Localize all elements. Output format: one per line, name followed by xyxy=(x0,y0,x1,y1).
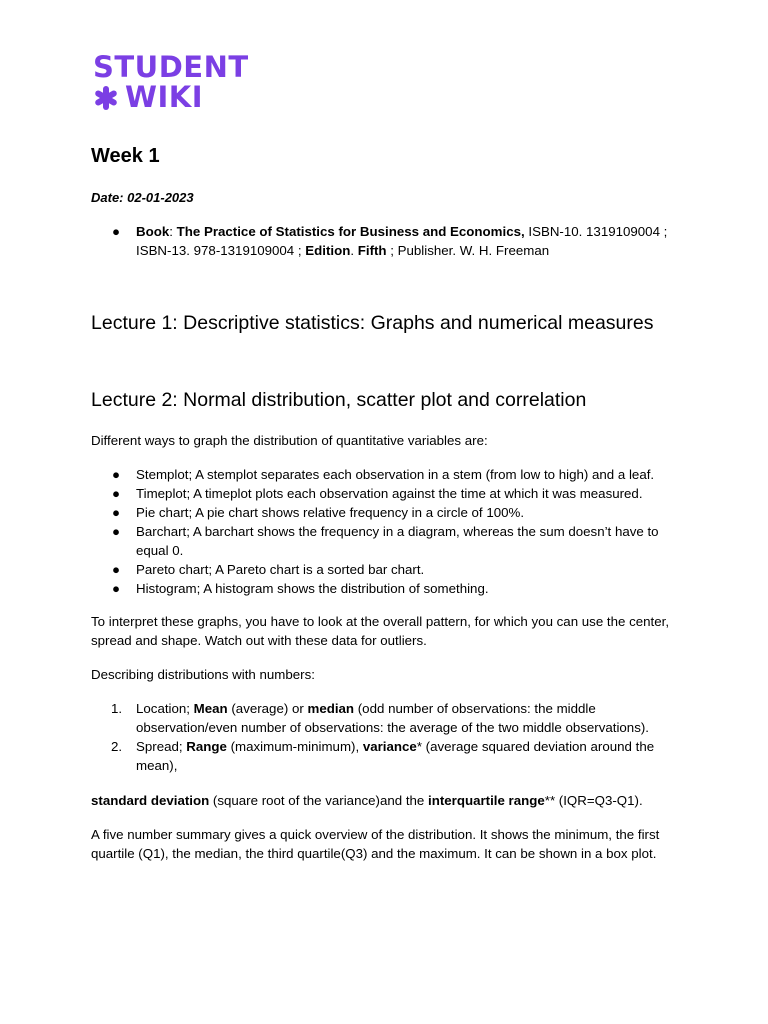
measures-list xyxy=(91,699,691,775)
edition-value: Fifth xyxy=(357,243,387,258)
median-term: median xyxy=(307,701,355,716)
location-rest: (odd number of observations: the middle observation/even number of observations: the average of the two middle observations). xyxy=(136,701,649,735)
list-item xyxy=(91,503,691,522)
stddev-paragraph xyxy=(91,791,691,810)
book-title: The Practice of Statistics for Business and Economics, xyxy=(176,224,525,239)
stddev-rest: ** (IQR=Q3-Q1). xyxy=(544,793,643,808)
graph-types-list xyxy=(91,465,691,598)
bullet-icon: ● xyxy=(112,467,121,482)
book-sep: : xyxy=(169,224,177,239)
interpret-paragraph: To interpret these graphs, you have to look at the overall pattern, for which you can use the center, spread and shape. Watch out with these data for outliers. xyxy=(91,614,670,648)
list-item xyxy=(91,560,691,579)
date-line: Date: 02-01-2023 xyxy=(91,190,194,205)
list-number: 1. xyxy=(111,701,123,716)
graph-type-pie-chart: Pie chart; A pie chart shows relative frequency in a circle of 100%. xyxy=(136,505,525,520)
range-term: Range xyxy=(186,739,227,754)
edition-label: Edition xyxy=(305,243,351,258)
list-item xyxy=(91,737,691,775)
summary-paragraph: A five number summary gives a quick overview of the distribution. It shows the minimum, the first quartile (Q1), the median, the third quartile(Q3) and the maximum. It can be shown in a box plot. xyxy=(91,827,660,861)
graph-type-timeplot: Timeplot; A timeplot plots each observation against the time at which it was measured. xyxy=(136,486,643,501)
iqr-term: interquartile range xyxy=(428,793,545,808)
book-isbn: ISBN-10. 1319109004 ; ISBN-13. 978-1319109004 ; xyxy=(136,224,668,258)
logo-line-student: STUDENT xyxy=(93,50,249,84)
bullet-icon: ● xyxy=(112,524,121,539)
edition-sep: . xyxy=(350,243,358,258)
graph-type-stemplot: Stemplot; A stemplot separates each observation in a stem (from low to high) and a leaf. xyxy=(136,467,655,482)
logo-wiki-text: WIKI xyxy=(125,80,204,114)
list-item xyxy=(91,484,691,503)
bullet-icon: ● xyxy=(112,581,121,596)
bullet-icon: ● xyxy=(112,505,121,520)
list-item xyxy=(91,465,691,484)
mean-term: Mean xyxy=(193,701,228,716)
bullet-icon: ● xyxy=(112,224,121,239)
stddev-term: standard deviation xyxy=(91,793,210,808)
logo-line-wiki xyxy=(93,82,263,112)
location-prefix: Location; xyxy=(136,701,194,716)
asterisk-icon xyxy=(93,85,119,111)
stddev-mid: (square root of the variance)and the xyxy=(209,793,429,808)
graph-type-barchart: Barchart; A barchart shows the frequency in a diagram, whereas the sum doesn’t have to equal 0. xyxy=(136,524,659,558)
list-item xyxy=(91,699,691,737)
spread-prefix: Spread; xyxy=(136,739,187,754)
bullet-icon: ● xyxy=(112,486,121,501)
intro-paragraph: Different ways to graph the distribution of quantitative variables are: xyxy=(91,433,488,448)
lecture-2-heading: Lecture 2: Normal distribution, scatter plot and correlation xyxy=(91,389,587,411)
list-number: 2. xyxy=(111,739,123,754)
graph-type-histogram: Histogram; A histogram shows the distribution of something. xyxy=(136,581,489,596)
student-wiki-logo xyxy=(93,52,263,116)
spread-mid: (maximum-minimum), xyxy=(226,739,363,754)
describing-paragraph: Describing distributions with numbers: xyxy=(91,667,315,682)
lecture-1-heading: Lecture 1: Descriptive statistics: Graphs and numerical measures xyxy=(91,312,654,334)
book-list xyxy=(91,222,681,260)
list-item xyxy=(91,522,691,560)
spread-rest: * (average squared deviation around the mean), xyxy=(136,739,655,773)
list-item xyxy=(91,579,691,598)
book-publisher: ; Publisher. W. H. Freeman xyxy=(386,243,550,258)
book-item xyxy=(91,222,681,260)
location-mid: (average) or xyxy=(227,701,308,716)
bullet-icon: ● xyxy=(112,562,121,577)
week-heading: Week 1 xyxy=(91,145,160,167)
book-label: Book xyxy=(136,224,170,239)
variance-term: variance xyxy=(362,739,417,754)
graph-type-pareto: Pareto chart; A Pareto chart is a sorted bar chart. xyxy=(136,562,425,577)
